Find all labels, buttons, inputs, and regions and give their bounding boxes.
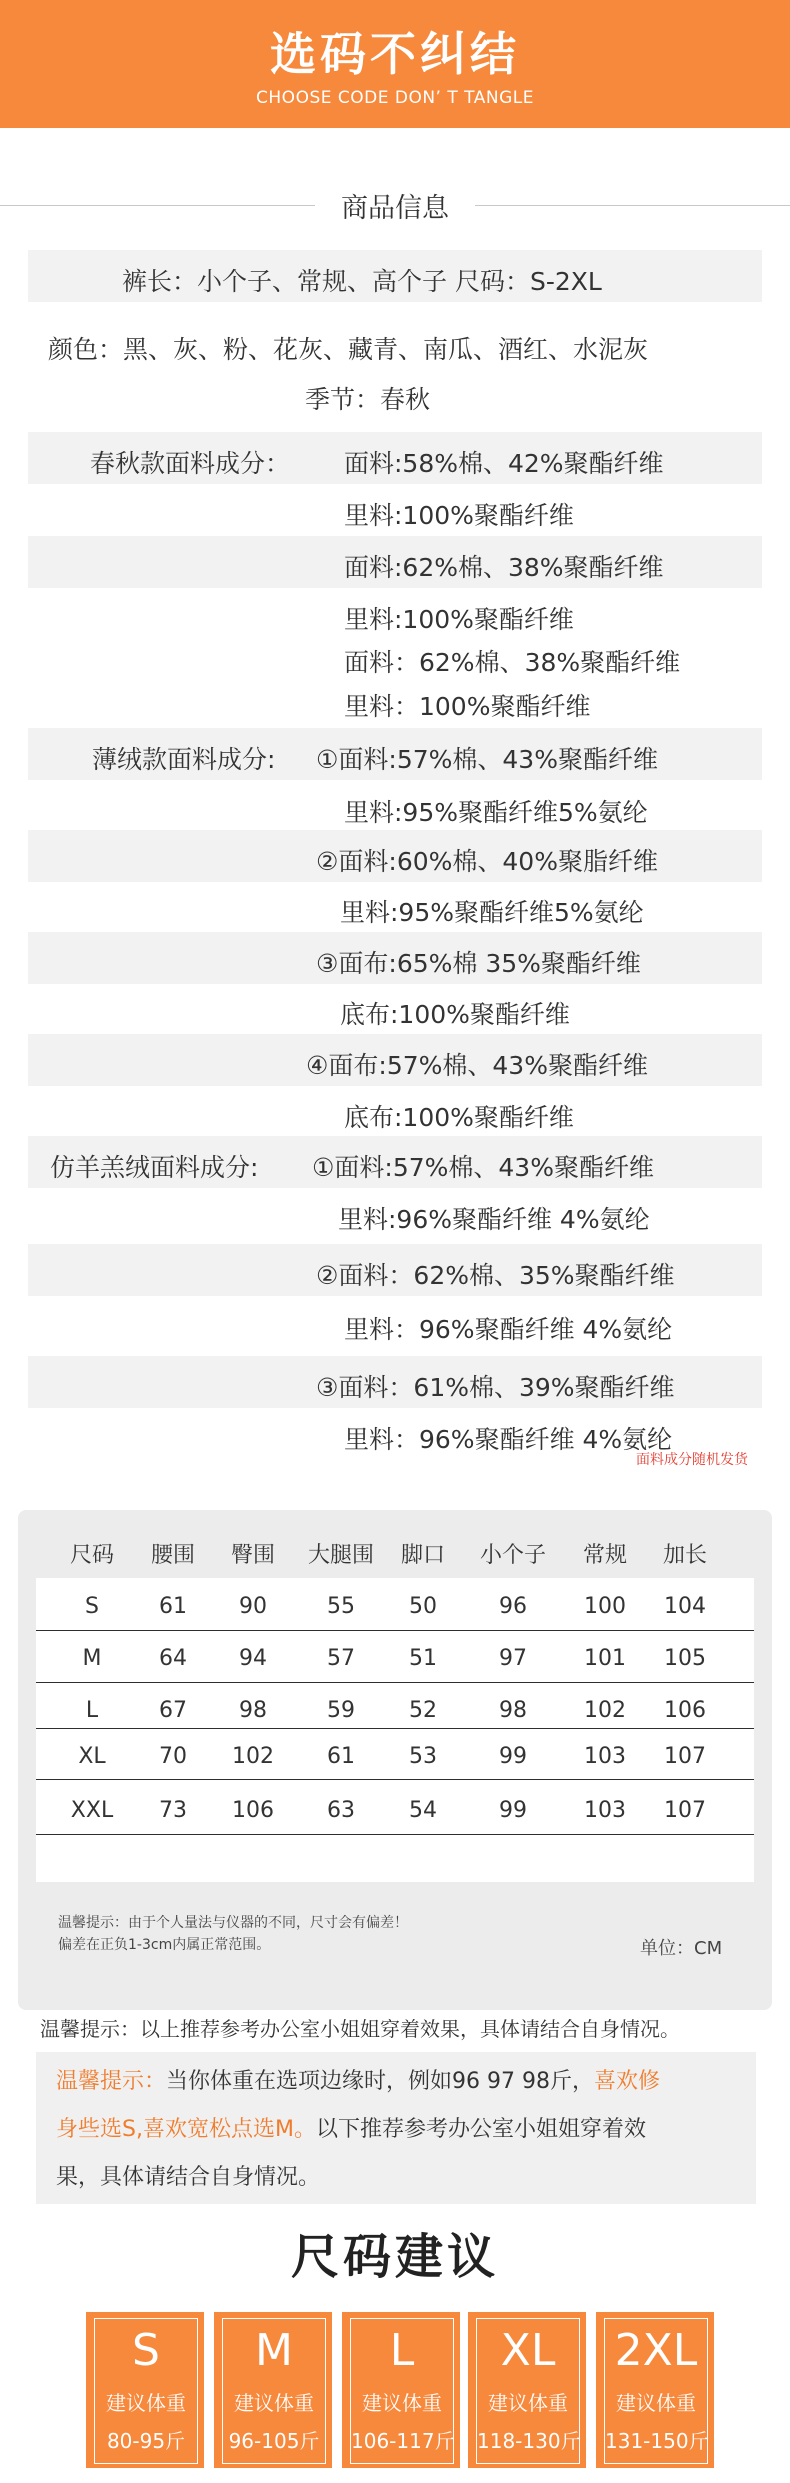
- table-header-cell: 加长: [662, 1543, 707, 1568]
- table-cell: 52: [409, 1698, 437, 1723]
- velvet-fabric-line: 底布:100%聚酯纤维: [344, 1103, 574, 1132]
- tip-box-highlight: 身些选S,喜欢宽松点选M。: [56, 2117, 316, 2142]
- table-cell: 55: [327, 1594, 355, 1619]
- table-cell: 106: [664, 1698, 706, 1723]
- table-row-divider: [36, 1779, 754, 1780]
- tip-box-text: 以下推荐参考办公室小姐姐穿着效: [315, 2117, 646, 2142]
- table-cell: 50: [409, 1594, 437, 1619]
- size-tile-size: 2XL: [614, 2325, 698, 2376]
- table-header-cell: 常规: [582, 1543, 627, 1568]
- table-cell: 97: [499, 1646, 527, 1671]
- table-cell: 73: [159, 1798, 187, 1823]
- table-cell: 102: [232, 1744, 274, 1769]
- size-tile-range: 131-150斤: [605, 2429, 709, 2453]
- spring-fabric-line: 面料：62%棉、38%聚酯纤维: [344, 648, 681, 677]
- fleece-fabric-line: 里料：96%聚酯纤维 4%氨纶: [344, 1425, 673, 1454]
- banner-title: 选码不纠结: [270, 27, 520, 81]
- table-cell: 99: [499, 1798, 527, 1823]
- table-cell: 94: [239, 1646, 267, 1671]
- tip-line: 温馨提示：以上推荐参考办公室小姐姐穿着效果，具体请结合自身情况。: [40, 2017, 680, 2041]
- spring-fabric-line: 里料：100%聚酯纤维: [344, 692, 591, 721]
- size-tile-frame: [476, 2318, 580, 2464]
- size-tile-size: XL: [500, 2325, 556, 2376]
- tip-box-line: [56, 2160, 320, 2191]
- table-cell: 67: [159, 1698, 187, 1723]
- velvet-label: 薄绒款面料成分:: [92, 745, 276, 774]
- size-table-header: [18, 1528, 772, 1578]
- size-cell: XXL: [70, 1798, 114, 1823]
- table-cell: 51: [409, 1646, 437, 1671]
- table-cell: 103: [584, 1744, 626, 1769]
- velvet-fabric-line: 里料:95%聚酯纤维5%氨纶: [344, 798, 648, 827]
- velvet-fabric-line: 里料:95%聚酯纤维5%氨纶: [340, 898, 644, 927]
- velvet-fabric-line: ①面料:57%棉、43%聚酯纤维: [316, 745, 658, 774]
- table-row-divider: [36, 1834, 754, 1835]
- table-cell: 98: [239, 1698, 267, 1723]
- table-cell: 107: [664, 1798, 706, 1823]
- size-cell: M: [82, 1646, 102, 1671]
- spring-fabric-line: 面料:62%棉、38%聚酯纤维: [344, 553, 664, 582]
- table-cell: 57: [327, 1646, 355, 1671]
- size-tile-size: L: [389, 2325, 415, 2376]
- tip-box-text: 果，具体请结合自身情况。: [56, 2165, 321, 2190]
- fleece-fabric-line: ①面料:57%棉、43%聚酯纤维: [312, 1153, 654, 1182]
- size-tile: [86, 2312, 204, 2468]
- tip-box: [36, 2052, 756, 2204]
- table-header-cell: 大腿围: [307, 1543, 374, 1568]
- table-header-cell: 臀围: [230, 1543, 275, 1568]
- table-cell: 101: [584, 1646, 626, 1671]
- tip-box-highlight: 喜欢修: [594, 2069, 661, 2094]
- fleece-fabric-line: ②面料：62%棉、35%聚酯纤维: [316, 1261, 675, 1290]
- table-header-cell: 腰围: [150, 1543, 195, 1568]
- table-cell: 98: [499, 1698, 527, 1723]
- size-tile: [596, 2312, 714, 2468]
- tolerance-note: 偏差在正负1-3cm内属正常范围。: [58, 1937, 271, 1953]
- table-header-cell: 尺码: [69, 1543, 114, 1568]
- banner-subtitle: CHOOSE CODE DON’ T TANGLE: [256, 88, 534, 108]
- measure-note: 温馨提示：由于个人量法与仪器的不同，尺寸会有偏差！: [58, 1915, 408, 1931]
- size-tile-range: 106-117斤: [351, 2429, 455, 2453]
- spring-fabric-line: 里料:100%聚酯纤维: [344, 605, 574, 634]
- table-cell: 63: [327, 1798, 355, 1823]
- size-tile-size: S: [132, 2325, 160, 2376]
- section-title: 商品信息: [0, 186, 790, 225]
- tip-box-label: 温馨提示：: [56, 2069, 167, 2094]
- fleece-fabric-line: 里料:96%聚酯纤维 4%氨纶: [338, 1205, 650, 1234]
- size-tile-range: 80-95斤: [106, 2429, 186, 2453]
- size-tile-label: 建议体重: [488, 2391, 568, 2415]
- velvet-fabric-line: ④面布:57%棉、43%聚酯纤维: [306, 1051, 648, 1080]
- season-line: 季节：春秋: [305, 385, 431, 414]
- table-header-cell: 小个子: [479, 1543, 546, 1568]
- table-cell: 54: [409, 1798, 437, 1823]
- size-tile-frame: [94, 2318, 198, 2464]
- fleece-label: 仿羊羔绒面料成分:: [50, 1153, 259, 1182]
- table-cell: 107: [664, 1744, 706, 1769]
- spring-label: 春秋款面料成分：: [90, 449, 291, 478]
- size-tile-frame: [604, 2318, 708, 2464]
- table-row-divider: [36, 1728, 754, 1729]
- tip-box-text: 当你体重在选项边缘时，例如96 97 98斤，: [166, 2069, 594, 2094]
- size-cell: S: [85, 1594, 99, 1619]
- size-tile-size: M: [255, 2325, 293, 2376]
- size-tile: [468, 2312, 586, 2468]
- size-tile-label: 建议体重: [616, 2391, 696, 2415]
- size-advice-title: 尺码建议: [290, 2229, 499, 2285]
- table-cell: 61: [159, 1594, 187, 1619]
- size-tile-range: 118-130斤: [477, 2429, 581, 2453]
- velvet-fabric-line: ②面料:60%棉、40%聚脂纤维: [316, 847, 658, 876]
- table-cell: 96: [499, 1594, 527, 1619]
- velvet-fabric-line: 底布:100%聚酯纤维: [340, 1000, 570, 1029]
- tip-box-line: [56, 2064, 660, 2095]
- table-header-cell: 脚口: [400, 1543, 445, 1568]
- table-cell: 53: [409, 1744, 437, 1769]
- size-tile-label: 建议体重: [362, 2391, 442, 2415]
- table-cell: 104: [664, 1594, 706, 1619]
- table-row-divider: [36, 1630, 754, 1631]
- size-tile-frame: [222, 2318, 326, 2464]
- fleece-fabric-line: 里料：96%聚酯纤维 4%氨纶: [344, 1315, 673, 1344]
- size-cell: L: [85, 1698, 99, 1723]
- table-cell: 102: [584, 1698, 626, 1723]
- table-cell: 64: [159, 1646, 187, 1671]
- size-tile: [342, 2312, 460, 2468]
- tip-box-line: [56, 2112, 646, 2143]
- spring-fabric-line: 面料:58%棉、42%聚酯纤维: [344, 449, 664, 478]
- table-cell: 70: [159, 1744, 187, 1769]
- table-cell: 99: [499, 1744, 527, 1769]
- size-tile-frame: [350, 2318, 454, 2464]
- table-cell: 105: [664, 1646, 706, 1671]
- fleece-fabric-line: ③面料：61%棉、39%聚酯纤维: [316, 1373, 675, 1402]
- table-cell: 106: [232, 1798, 274, 1823]
- size-tile: [214, 2312, 332, 2468]
- unit-label: 单位：CM: [640, 1938, 723, 1959]
- size-tile-label: 建议体重: [106, 2391, 186, 2415]
- size-table-body: [36, 1578, 754, 1882]
- table-row-divider: [36, 1682, 754, 1683]
- table-cell: 100: [584, 1594, 626, 1619]
- color-line: 颜色：黑、灰、粉、花灰、藏青、南瓜、酒红、水泥灰: [48, 335, 649, 364]
- size-tile-label: 建议体重: [234, 2391, 314, 2415]
- table-cell: 103: [584, 1798, 626, 1823]
- length-size-line: 裤长：小个子、常规、高个子 尺码：S-2XL: [122, 267, 602, 296]
- random-shipping-note: 面料成分随机发货: [636, 1452, 748, 1468]
- velvet-fabric-line: ③面布:65%棉 35%聚酯纤维: [316, 949, 641, 978]
- table-cell: 90: [239, 1594, 267, 1619]
- table-cell: 59: [327, 1698, 355, 1723]
- spring-fabric-line: 里料:100%聚酯纤维: [344, 501, 574, 530]
- table-cell: 61: [327, 1744, 355, 1769]
- size-tile-range: 96-105斤: [228, 2429, 320, 2453]
- size-cell: XL: [78, 1744, 106, 1769]
